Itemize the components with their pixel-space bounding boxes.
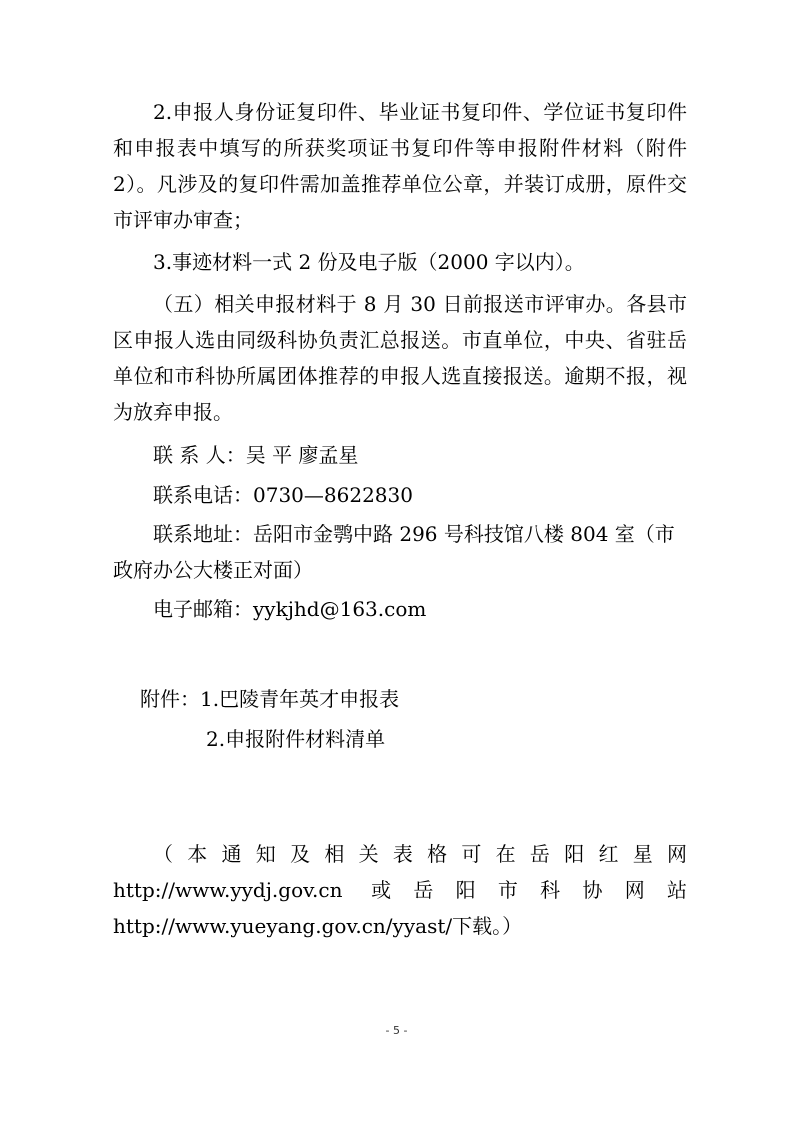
contact-address: 联系地址：岳阳市金鹗中路 296 号科技馆八楼 804 室（市政府办公大楼正对面） bbox=[113, 522, 675, 582]
contact-person: 联 系 人：吴 平 廖孟星 bbox=[153, 443, 359, 467]
attachment-1: 附件：1.巴陵青年英才申报表 bbox=[140, 687, 400, 711]
attachment-2: 2.申报附件材料清单 bbox=[206, 727, 386, 751]
contact-email: 电子邮箱：yykjhd@163.com bbox=[153, 597, 427, 621]
contact-phone: 联系电话：0730—8622830 bbox=[153, 483, 413, 507]
paragraph-section-5: （五）相关申报材料于 8 月 30 日前报送市评审办。各县市区申报人选由同级科协负责汇总报送。市直单位，中央、省驻岳单位和市科协所属团体推荐的申报人选直接报送。逾期不报，视为放弃申报。 bbox=[113, 292, 687, 424]
paragraph-item-2: 2.申报人身份证复印件、毕业证书复印件、学位证书复印件和申报表中填写的所获奖项证书复印件等申报附件材料（附件 2）。凡涉及的复印件需加盖推荐单位公章，并装订成册，原件交市评审办审查； bbox=[113, 100, 687, 232]
page-number: - 5 - bbox=[385, 1024, 408, 1037]
paragraph-item-3: 3.事迹材料一式 2 份及电子版（2000 字以内）。 bbox=[153, 250, 585, 274]
download-note-text: （本通知及相关表格可在岳阳红星网 http://www.yydj.gov.cn 或岳阳市科协网站 http://www.yueyang.gov.cn/yyast/下载。） bbox=[113, 842, 687, 938]
document-body bbox=[113, 94, 687, 630]
attachments-list bbox=[113, 680, 687, 760]
download-note bbox=[113, 836, 687, 950]
